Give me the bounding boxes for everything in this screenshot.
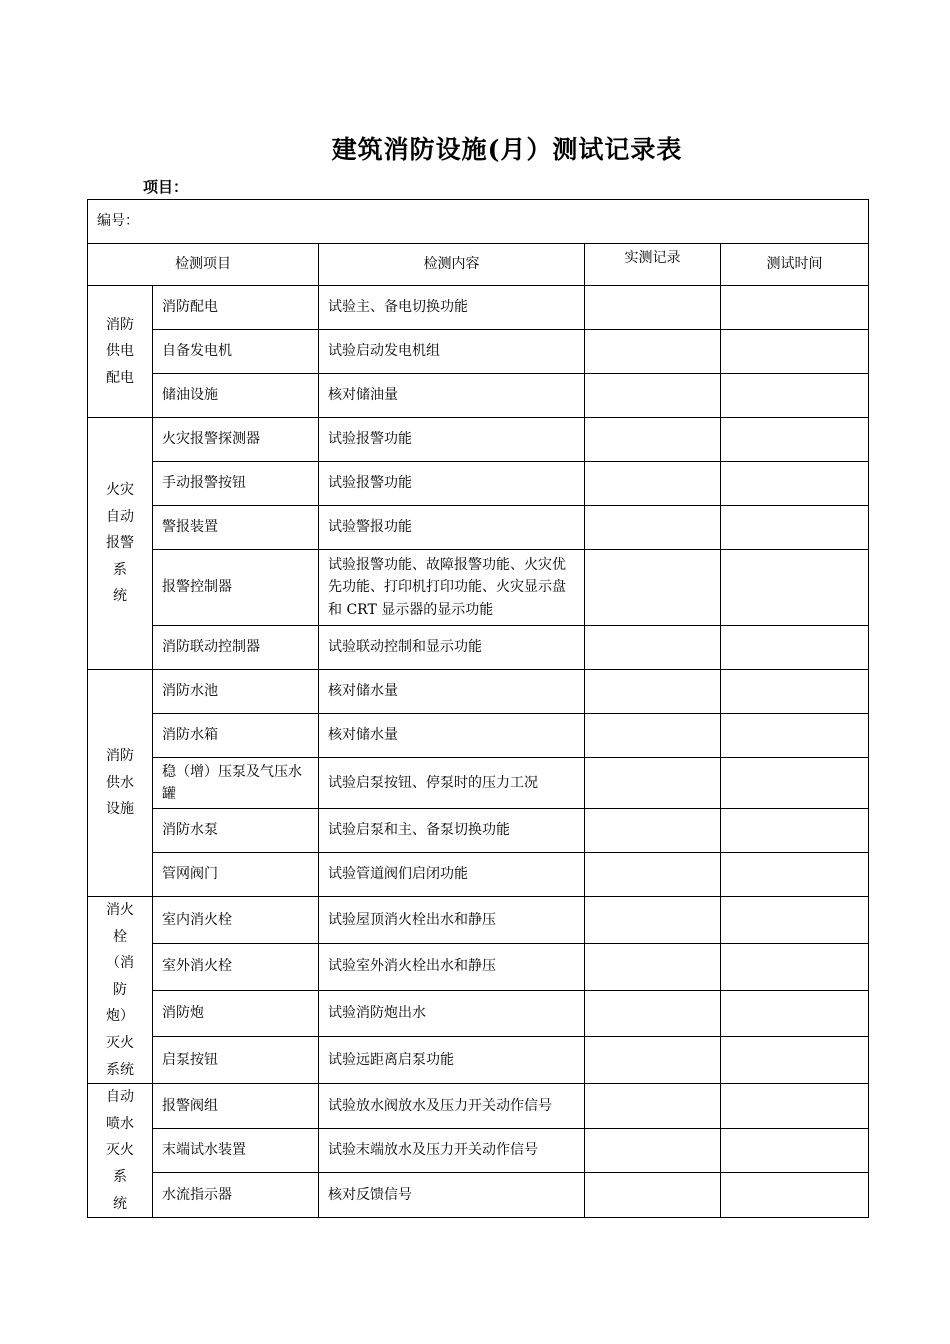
item-cell: 消防炮: [153, 990, 319, 1037]
item-cell: 稳（增）压泵及气压水罐: [153, 758, 319, 809]
record-cell[interactable]: [585, 1128, 721, 1173]
record-cell[interactable]: [585, 1173, 721, 1218]
table-row: [88, 626, 869, 670]
content-cell: 试验警报功能: [319, 506, 585, 550]
item-cell: 消防联动控制器: [153, 626, 319, 670]
content-cell: 核对储水量: [319, 714, 585, 758]
table-row: [88, 286, 869, 330]
table-row: [88, 1037, 869, 1084]
header-row: [88, 244, 869, 286]
category-label: 自动喷水灭火系 统: [106, 1089, 134, 1212]
table-row: [88, 462, 869, 506]
table-row: [88, 758, 869, 809]
item-cell: 消防水池: [153, 670, 319, 714]
content-cell: 试验远距离启泵功能: [319, 1037, 585, 1084]
record-cell[interactable]: [585, 714, 721, 758]
project-label: 项目：: [143, 178, 189, 196]
content-cell: 试验启动发电机组: [319, 330, 585, 374]
item-cell: 末端试水装置: [153, 1128, 319, 1173]
table-row: [88, 714, 869, 758]
item-cell: 自备发电机: [153, 330, 319, 374]
content-cell: 核对储油量: [319, 374, 585, 418]
table-row: [88, 418, 869, 462]
time-cell[interactable]: [721, 462, 869, 506]
category-label: 消防供电配电: [106, 316, 134, 386]
time-cell[interactable]: [721, 550, 869, 626]
table-row: [88, 1084, 869, 1129]
content-cell: 试验末端放水及压力开关动作信号: [319, 1128, 585, 1173]
item-cell: 报警控制器: [153, 550, 319, 626]
table-row: [88, 374, 869, 418]
test-record-table: [87, 199, 869, 1218]
table-row: [88, 990, 869, 1037]
item-cell: 消防配电: [153, 286, 319, 330]
content-cell: 试验启泵按钮、停泵时的压力工况: [319, 758, 585, 809]
item-cell: 手动报警按钮: [153, 462, 319, 506]
content-cell: 试验消防炮出水: [319, 990, 585, 1037]
category-label: 火灾自动报警系 统: [106, 482, 134, 605]
item-cell: 管网阀门: [153, 853, 319, 897]
content-cell: 试验报警功能、故障报警功能、火灾优先功能、打印机打印功能、火灾显示盘和 CRT 显示器的显示功能: [319, 550, 585, 626]
content-cell: 核对反馈信号: [319, 1173, 585, 1218]
time-cell[interactable]: [721, 1173, 869, 1218]
time-cell[interactable]: [721, 330, 869, 374]
number-row: [88, 200, 869, 244]
record-cell[interactable]: [585, 286, 721, 330]
item-cell: 水流指示器: [153, 1173, 319, 1218]
time-cell[interactable]: [721, 506, 869, 550]
record-cell[interactable]: [585, 853, 721, 897]
content-cell: 试验放水阀放水及压力开关动作信号: [319, 1084, 585, 1129]
category-cell: [88, 897, 153, 1084]
time-cell[interactable]: [721, 1128, 869, 1173]
content-cell: 试验报警功能: [319, 418, 585, 462]
item-cell: 消防水泵: [153, 809, 319, 853]
item-cell: 室外消火栓: [153, 943, 319, 990]
item-cell: 室内消火栓: [153, 897, 319, 944]
category-label: 消防供水设施: [106, 748, 134, 818]
record-cell[interactable]: [585, 506, 721, 550]
item-cell: 警报装置: [153, 506, 319, 550]
content-cell: 试验启泵和主、备泵切换功能: [319, 809, 585, 853]
table-row: [88, 670, 869, 714]
record-cell[interactable]: [585, 809, 721, 853]
time-cell[interactable]: [721, 897, 869, 944]
content-cell: 核对储水量: [319, 670, 585, 714]
table-row: [88, 506, 869, 550]
table-row: [88, 853, 869, 897]
record-cell[interactable]: [585, 1037, 721, 1084]
table-row: [88, 897, 869, 944]
time-cell[interactable]: [721, 670, 869, 714]
content-cell: 试验管道阀们启闭功能: [319, 853, 585, 897]
time-cell[interactable]: [721, 374, 869, 418]
time-cell[interactable]: [721, 943, 869, 990]
category-cell: [88, 286, 153, 418]
time-cell[interactable]: [721, 1037, 869, 1084]
record-cell[interactable]: [585, 626, 721, 670]
time-cell[interactable]: [721, 853, 869, 897]
category-cell: [88, 1084, 153, 1218]
time-cell[interactable]: [721, 1084, 869, 1129]
item-cell: 启泵按钮: [153, 1037, 319, 1084]
record-cell[interactable]: [585, 990, 721, 1037]
record-cell[interactable]: [585, 330, 721, 374]
content-cell: 试验报警功能: [319, 462, 585, 506]
category-cell: [88, 670, 153, 897]
time-cell[interactable]: [721, 990, 869, 1037]
category-cell: [88, 418, 153, 670]
record-cell[interactable]: [585, 758, 721, 809]
record-cell[interactable]: [585, 462, 721, 506]
page-title: 建筑消防设施(月）测试记录表: [331, 135, 683, 164]
header-item: 检测项目: [88, 244, 319, 286]
number-label: 编号：: [88, 200, 869, 244]
time-cell[interactable]: [721, 418, 869, 462]
item-cell: 储油设施: [153, 374, 319, 418]
table-row: [88, 943, 869, 990]
time-cell[interactable]: [721, 758, 869, 809]
time-cell[interactable]: [721, 626, 869, 670]
item-cell: 火灾报警探测器: [153, 418, 319, 462]
record-cell[interactable]: [585, 550, 721, 626]
table-row: [88, 330, 869, 374]
content-cell: 试验室外消火栓出水和静压: [319, 943, 585, 990]
content-cell: 试验屋顶消火栓出水和静压: [319, 897, 585, 944]
record-cell[interactable]: [585, 670, 721, 714]
record-cell[interactable]: [585, 1084, 721, 1129]
time-cell[interactable]: [721, 714, 869, 758]
record-cell[interactable]: [585, 374, 721, 418]
record-cell[interactable]: [585, 897, 721, 944]
record-cell[interactable]: [585, 943, 721, 990]
item-cell: 消防水箱: [153, 714, 319, 758]
header-time: 测试时间: [721, 244, 869, 286]
content-cell: 试验主、备电切换功能: [319, 286, 585, 330]
category-label: 消火栓（消防炮）灭火系统: [106, 902, 134, 1078]
table-row: [88, 1128, 869, 1173]
header-record: 实测记录: [585, 244, 721, 286]
table-row: [88, 809, 869, 853]
time-cell[interactable]: [721, 809, 869, 853]
table-row: [88, 1173, 869, 1218]
time-cell[interactable]: [721, 286, 869, 330]
item-cell: 报警阀组: [153, 1084, 319, 1129]
table-row: [88, 550, 869, 626]
content-cell: 试验联动控制和显示功能: [319, 626, 585, 670]
header-content: 检测内容: [319, 244, 585, 286]
record-cell[interactable]: [585, 418, 721, 462]
